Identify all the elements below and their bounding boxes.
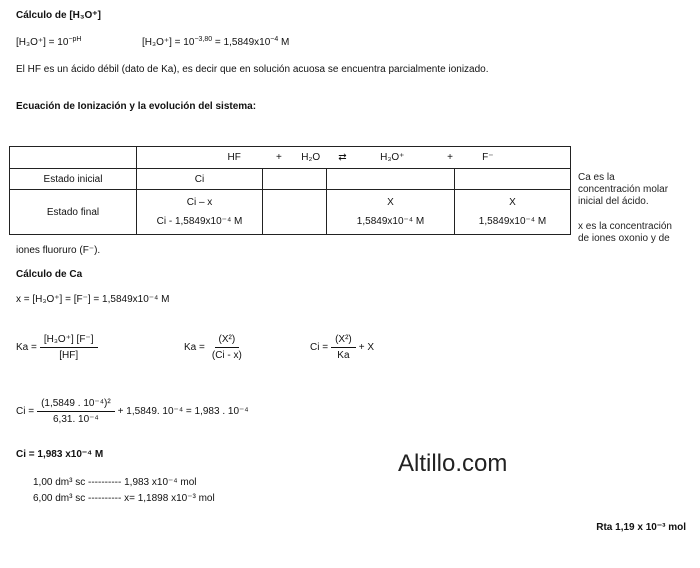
ci-calculation: Ci = $\frac{\text{(1,5849 . 10⁻⁴)²}}{\text{6,31. 10⁻⁴}}$ + 1,5849. 10⁻⁴ = 1,983 . 10⁻⁴: [16, 398, 249, 425]
final-f-value: 1,5849x10⁻⁴ M: [478, 216, 547, 227]
ka-fraction: $\frac{\text{[H₃O⁺] [F⁻]}}{[HF]}$: [40, 334, 98, 361]
ci-formula: Ci = $\frac{\text{(X²)}}{Ka}$ + X: [310, 334, 375, 361]
x-equation: x = [H₃O⁺] = [F⁻] = 1,5849x10⁻⁴ M: [16, 294, 170, 305]
final-hf-value: Ci - 1,5849x10⁻⁴ M: [156, 216, 243, 227]
final-f-cell: [455, 190, 571, 235]
final-f-expression: X: [509, 197, 516, 208]
equilibrium-arrow-icon: ⇄: [338, 152, 347, 163]
side-note-x: x es la concentración de iones oxonio y de: [578, 221, 672, 244]
plus-sign: +: [447, 152, 453, 163]
ci-fraction: $\frac{\text{(X²)}}{Ka}$: [331, 334, 356, 361]
ka-formula: Ka = $\frac{\text{[H₃O⁺] [F⁻]}}{[HF]}$: [16, 334, 101, 361]
ci-result: Ci = 1,983 x10⁻⁴ M: [16, 449, 104, 460]
ka-x-formula: Ka = $\frac{\text{(X²)}}{(Ci - x)}$: [184, 334, 249, 361]
species-hf: HF: [227, 152, 241, 163]
species-h2o: H₂O: [301, 152, 321, 163]
heading-calculo-h3o: Cálculo de [H₃O⁺]: [16, 10, 101, 21]
initial-state-label: Estado inicial: [10, 169, 137, 190]
heading-ionizacion: Ecuación de Ionización y la evolución del sistema:: [16, 101, 257, 112]
side-note-continuation: iones fluoruro (F⁻).: [16, 245, 101, 256]
table-header-row: [10, 147, 571, 169]
table-row-initial: [10, 169, 571, 190]
species-h3o: H₃O⁺: [380, 152, 405, 163]
side-note-ca: Ca es la concentración molar inicial del ácido.: [578, 172, 669, 207]
ka-x-fraction: $\frac{\text{(X²)}}{(Ci - x)}$: [211, 334, 242, 361]
equation-ph: $[H_3O^+] = 10^{-pH}$: [16, 36, 82, 48]
final-hf-expression: Ci – x: [186, 197, 213, 208]
reaction-equation-cell: [137, 147, 571, 169]
conversion-line-2: 6,00 dm³ sc ---------- x= 1,1898 x10⁻³ mol: [33, 493, 215, 504]
conversion-line-1: 1,00 dm³ sc ---------- 1,983 x10⁻⁴ mol: [33, 477, 197, 488]
intro-text: El HF es un ácido débil (dato de Ka), es decir que en solución acuosa se encuentra parcialmente ionizado.: [16, 64, 489, 75]
initial-h3o-cell: [327, 169, 455, 190]
watermark-logo: Altillo.com: [398, 450, 508, 477]
final-h3o-expression: X: [387, 197, 394, 208]
table-row-final: [10, 190, 571, 235]
heading-calculo-ca: Cálculo de Ca: [16, 269, 83, 280]
initial-f-cell: [455, 169, 571, 190]
initial-h2o-cell: [263, 169, 327, 190]
final-h3o-value: 1,5849x10⁻⁴ M: [356, 216, 425, 227]
final-h2o-cell: [263, 190, 327, 235]
ci-calc-fraction: $\frac{\text{(1,5849 . 10⁻⁴)²}}{\text{6,31. 10⁻⁴}}$: [37, 398, 115, 425]
final-answer: Rta 1,19 x 10⁻³ mol: [596, 522, 686, 533]
species-f: F⁻: [482, 152, 494, 163]
table-corner-cell: [10, 147, 137, 169]
plus-sign: +: [276, 152, 282, 163]
final-h3o-cell: [327, 190, 455, 235]
equilibrium-table: [9, 146, 571, 235]
initial-hf-cell: Ci: [137, 169, 263, 190]
equation-h3o-value: $[H_3O^+] = 10^{-3,80} = 1,5849x10^{-4}$ M: [142, 36, 290, 48]
final-state-label: Estado final: [10, 190, 137, 235]
final-hf-cell: [137, 190, 263, 235]
